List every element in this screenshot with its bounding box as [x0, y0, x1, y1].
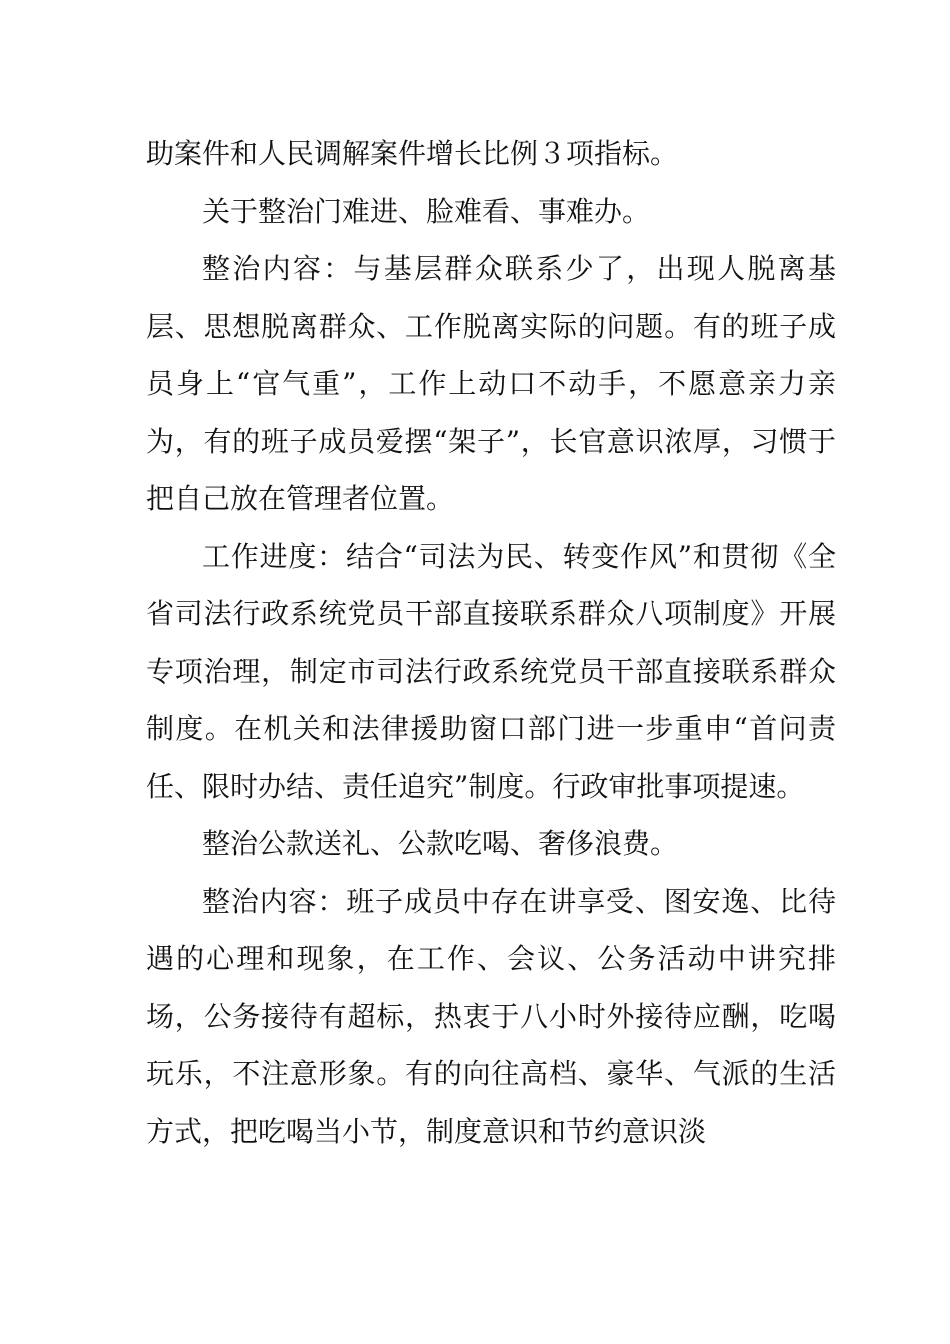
document-page [146, 125, 836, 1160]
paragraph-6: 整治内容：班子成员中存在讲享受、图安逸、比待遇的心理和现象，在工作、会议、公务活动中讲究排场，公务接待有超标，热衷于八小时外接待应酬，吃喝玩乐，不注意形象。有的向往高档、豪华、气派的生活方式，把吃喝当小节，制度意识和节约意识淡 [146, 884, 836, 1148]
paragraph-5: 整治公款送礼、公款吃喝、奢侈浪费。 [202, 827, 679, 860]
paragraph-3: 整治内容：与基层群众联系少了，出现人脱离基层、思想脱离群众、工作脱离实际的问题。有的班子成员身上“官气重”，工作上动口不动手，不愿意亲力亲为，有的班子成员爱摆“架子”，长官意识浓厚，习惯于把自己放在管理者位置。 [146, 252, 836, 515]
paragraph-1: 助案件和人民调解案件增长比例３项指标。 [146, 137, 679, 170]
paragraph-4: 工作进度：结合“司法为民、转变作风”和贯彻《全省司法行政系统党员干部直接联系群众八项制度》开展专项治理，制定市司法行政系统党员干部直接联系群众制度。在机关和法律援助窗口部门进一步重申“首问责任、限时办结、责任追究”制度。行政审批事项提速。 [146, 539, 836, 803]
paragraph-2: 关于整治门难进、脸难看、事难办。 [202, 194, 651, 228]
